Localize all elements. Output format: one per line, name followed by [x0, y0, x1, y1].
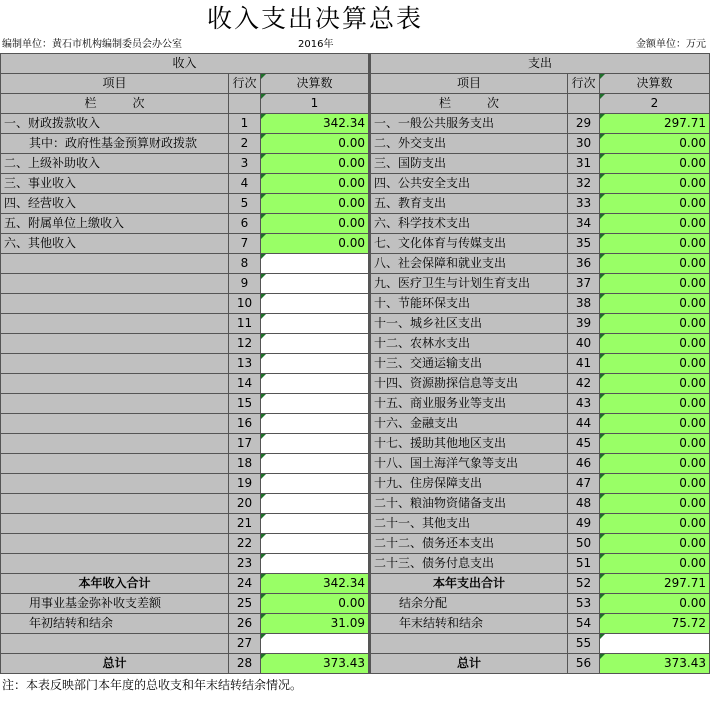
income-item	[1, 494, 229, 514]
expense-item: 七、文化体育与传媒支出	[370, 234, 568, 254]
income-amount	[261, 414, 370, 434]
expense-total-amount: 373.43	[600, 654, 710, 674]
expense-row-no: 53	[568, 594, 600, 614]
income-amount	[261, 374, 370, 394]
income-amount: 0.00	[261, 194, 370, 214]
table-row	[1, 274, 710, 294]
total-row	[1, 574, 710, 594]
income-item: 四、经营收入	[1, 194, 229, 214]
table-row	[1, 254, 710, 274]
income-row-no: 19	[229, 474, 261, 494]
income-row-no: 4	[229, 174, 261, 194]
income-item: 二、上级补助收入	[1, 154, 229, 174]
income-amount	[261, 534, 370, 554]
expense-item: 五、教育支出	[370, 194, 568, 214]
expense-item: 六、科学技术支出	[370, 214, 568, 234]
table-row	[1, 294, 710, 314]
table-row	[1, 114, 710, 134]
income-row-no: 11	[229, 314, 261, 334]
income-row-no: 2	[229, 134, 261, 154]
income-section-header: 收入	[1, 54, 370, 74]
income-item	[1, 254, 229, 274]
income-item	[1, 554, 229, 574]
income-row-no: 14	[229, 374, 261, 394]
income-row-no: 22	[229, 534, 261, 554]
income-row-no: 13	[229, 354, 261, 374]
expense-amount: 0.00	[600, 294, 710, 314]
table-row	[1, 354, 710, 374]
expense-col-index: 2	[600, 94, 710, 114]
expense-total-label: 年末结转和结余	[370, 614, 568, 634]
income-row-no: 7	[229, 234, 261, 254]
expense-row-no: 29	[568, 114, 600, 134]
expense-total-amount: 297.71	[600, 574, 710, 594]
expense-amount: 0.00	[600, 254, 710, 274]
income-total-amount: 373.43	[261, 654, 370, 674]
income-row-no: 6	[229, 214, 261, 234]
expense-row-no: 41	[568, 354, 600, 374]
income-row-no: 23	[229, 554, 261, 574]
income-item: 五、附属单位上缴收入	[1, 214, 229, 234]
expense-item: 二、外交支出	[370, 134, 568, 154]
expense-row-no: 34	[568, 214, 600, 234]
income-item	[1, 434, 229, 454]
income-amount	[261, 294, 370, 314]
income-item	[1, 414, 229, 434]
expense-row-no: 51	[568, 554, 600, 574]
income-total-label: 本年收入合计	[1, 574, 229, 594]
income-amount	[261, 474, 370, 494]
expense-item: 十一、城乡社区支出	[370, 314, 568, 334]
table-row	[1, 494, 710, 514]
expense-item: 二十三、债务付息支出	[370, 554, 568, 574]
expense-item: 十三、交通运输支出	[370, 354, 568, 374]
expense-amount: 0.00	[600, 194, 710, 214]
income-item-header: 项目	[1, 74, 229, 94]
income-row-no: 1	[229, 114, 261, 134]
income-amount: 0.00	[261, 174, 370, 194]
income-amount: 0.00	[261, 134, 370, 154]
expense-amount: 0.00	[600, 314, 710, 334]
expense-lanci-label: 栏 次	[370, 94, 568, 114]
income-row-no: 17	[229, 434, 261, 454]
expense-amount-header: 决算数	[600, 74, 710, 94]
income-amount	[261, 514, 370, 534]
expense-item: 二十二、债务还本支出	[370, 534, 568, 554]
expense-total-label: 总计	[370, 654, 568, 674]
total-row	[1, 594, 710, 614]
page-title: 收入支出决算总表	[206, 4, 423, 33]
expense-row-no: 47	[568, 474, 600, 494]
expense-amount: 0.00	[600, 514, 710, 534]
expense-item: 十七、援助其他地区支出	[370, 434, 568, 454]
income-row-no: 21	[229, 514, 261, 534]
unit-label: 金额单位：万元	[636, 39, 706, 50]
income-item: 三、事业收入	[1, 174, 229, 194]
income-row-no: 28	[229, 654, 261, 674]
income-amount: 342.34	[261, 114, 370, 134]
expense-item: 八、社会保障和就业支出	[370, 254, 568, 274]
expense-total-amount: 75.72	[600, 614, 710, 634]
expense-item: 二十、粮油物资储备支出	[370, 494, 568, 514]
expense-amount: 0.00	[600, 274, 710, 294]
income-amount-header: 决算数	[261, 74, 370, 94]
table-row	[1, 514, 710, 534]
year-label: 2016年	[298, 39, 334, 50]
expense-total-amount: 0.00	[600, 594, 710, 614]
income-item	[1, 454, 229, 474]
expense-item-header: 项目	[370, 74, 568, 94]
expense-row-no: 55	[568, 634, 600, 654]
total-row	[1, 654, 710, 674]
expense-total-label	[370, 634, 568, 654]
budget-table	[0, 53, 710, 674]
income-total-label: 用事业基金弥补收支差额	[1, 594, 229, 614]
table-row	[1, 374, 710, 394]
table-row	[1, 174, 710, 194]
income-item: 六、其他收入	[1, 234, 229, 254]
total-row	[1, 614, 710, 634]
expense-row-no: 49	[568, 514, 600, 534]
table-row	[1, 334, 710, 354]
expense-row-no: 35	[568, 234, 600, 254]
expense-row-no: 43	[568, 394, 600, 414]
income-row-no: 18	[229, 454, 261, 474]
income-total-amount	[261, 634, 370, 654]
income-amount	[261, 454, 370, 474]
expense-row-no: 48	[568, 494, 600, 514]
expense-row-no: 39	[568, 314, 600, 334]
expense-item: 一、一般公共服务支出	[370, 114, 568, 134]
table-row	[1, 134, 710, 154]
income-amount	[261, 274, 370, 294]
expense-row-no: 36	[568, 254, 600, 274]
column-index-row	[1, 94, 710, 114]
table-row	[1, 434, 710, 454]
expense-item: 十二、农林水支出	[370, 334, 568, 354]
expense-row-no: 45	[568, 434, 600, 454]
expense-amount: 0.00	[600, 454, 710, 474]
total-row	[1, 634, 710, 654]
expense-row-no: 52	[568, 574, 600, 594]
income-rowno-header: 行次	[229, 74, 261, 94]
table-row	[1, 194, 710, 214]
expense-row-no: 50	[568, 534, 600, 554]
income-row-no: 8	[229, 254, 261, 274]
table-row	[1, 154, 710, 174]
expense-item: 九、医疗卫生与计划生育支出	[370, 274, 568, 294]
expense-row-no: 46	[568, 454, 600, 474]
table-row	[1, 314, 710, 334]
income-item	[1, 294, 229, 314]
income-row-no: 15	[229, 394, 261, 414]
expense-amount: 0.00	[600, 534, 710, 554]
income-item	[1, 534, 229, 554]
income-item	[1, 474, 229, 494]
column-header-row	[1, 74, 710, 94]
income-amount	[261, 334, 370, 354]
expense-amount: 0.00	[600, 434, 710, 454]
org-label: 编制单位：黄石市机构编制委员会办公室	[2, 39, 182, 50]
expense-row-no: 44	[568, 414, 600, 434]
income-amount	[261, 394, 370, 414]
expense-lanci-blank	[568, 94, 600, 114]
expense-amount: 0.00	[600, 354, 710, 374]
expense-total-label: 本年支出合计	[370, 574, 568, 594]
expense-item: 十五、商业服务业等支出	[370, 394, 568, 414]
income-row-no: 25	[229, 594, 261, 614]
section-header-row	[1, 54, 710, 74]
income-row-no: 10	[229, 294, 261, 314]
income-item	[1, 314, 229, 334]
income-row-no: 9	[229, 274, 261, 294]
income-total-amount: 0.00	[261, 594, 370, 614]
expense-amount: 0.00	[600, 374, 710, 394]
expense-amount: 0.00	[600, 394, 710, 414]
footnote: 注：本表反映部门本年度的总收支和年末结转结余情况。	[2, 678, 303, 692]
income-item	[1, 374, 229, 394]
income-item	[1, 334, 229, 354]
expense-row-no: 56	[568, 654, 600, 674]
expense-amount: 0.00	[600, 414, 710, 434]
expense-rowno-header: 行次	[568, 74, 600, 94]
income-lanci-blank	[229, 94, 261, 114]
expense-total-label: 结余分配	[370, 594, 568, 614]
income-amount	[261, 314, 370, 334]
table-row	[1, 534, 710, 554]
income-row-no: 16	[229, 414, 261, 434]
expense-amount: 0.00	[600, 134, 710, 154]
income-item	[1, 354, 229, 374]
income-col-index: 1	[261, 94, 370, 114]
expense-row-no: 37	[568, 274, 600, 294]
income-amount: 0.00	[261, 154, 370, 174]
income-total-amount: 31.09	[261, 614, 370, 634]
income-row-no: 24	[229, 574, 261, 594]
income-amount	[261, 354, 370, 374]
expense-row-no: 40	[568, 334, 600, 354]
expense-total-amount	[600, 634, 710, 654]
expense-row-no: 54	[568, 614, 600, 634]
income-item	[1, 274, 229, 294]
expense-amount: 0.00	[600, 334, 710, 354]
table-row	[1, 394, 710, 414]
table-row	[1, 214, 710, 234]
expense-item: 十四、资源勘探信息等支出	[370, 374, 568, 394]
income-amount	[261, 554, 370, 574]
table-row	[1, 454, 710, 474]
expense-amount: 0.00	[600, 554, 710, 574]
expense-row-no: 38	[568, 294, 600, 314]
table-row	[1, 554, 710, 574]
table-row	[1, 474, 710, 494]
income-lanci-label: 栏 次	[1, 94, 229, 114]
expense-amount: 0.00	[600, 234, 710, 254]
income-item	[1, 394, 229, 414]
expense-row-no: 31	[568, 154, 600, 174]
expense-item: 十九、住房保障支出	[370, 474, 568, 494]
expense-item: 四、公共安全支出	[370, 174, 568, 194]
expense-row-no: 33	[568, 194, 600, 214]
income-total-label: 总计	[1, 654, 229, 674]
income-amount: 0.00	[261, 234, 370, 254]
income-row-no: 5	[229, 194, 261, 214]
expense-amount: 0.00	[600, 494, 710, 514]
income-item	[1, 514, 229, 534]
table-row	[1, 414, 710, 434]
expense-amount: 297.71	[600, 114, 710, 134]
expense-item: 三、国防支出	[370, 154, 568, 174]
expense-amount: 0.00	[600, 214, 710, 234]
expense-row-no: 30	[568, 134, 600, 154]
expense-row-no: 42	[568, 374, 600, 394]
expense-item: 十八、国土海洋气象等支出	[370, 454, 568, 474]
expense-row-no: 32	[568, 174, 600, 194]
expense-amount: 0.00	[600, 154, 710, 174]
income-total-label: 年初结转和结余	[1, 614, 229, 634]
income-row-no: 20	[229, 494, 261, 514]
income-row-no: 12	[229, 334, 261, 354]
income-amount	[261, 434, 370, 454]
expense-item: 二十一、其他支出	[370, 514, 568, 534]
income-amount: 0.00	[261, 214, 370, 234]
income-total-label	[1, 634, 229, 654]
income-row-no: 3	[229, 154, 261, 174]
income-row-no: 26	[229, 614, 261, 634]
expense-item: 十、节能环保支出	[370, 294, 568, 314]
table-row	[1, 234, 710, 254]
income-row-no: 27	[229, 634, 261, 654]
income-item: 一、财政拨款收入	[1, 114, 229, 134]
income-item: 其中：政府性基金预算财政拨款	[1, 134, 229, 154]
expense-amount: 0.00	[600, 174, 710, 194]
expense-amount: 0.00	[600, 474, 710, 494]
expense-item: 十六、金融支出	[370, 414, 568, 434]
income-amount	[261, 254, 370, 274]
expense-section-header: 支出	[370, 54, 710, 74]
income-amount	[261, 494, 370, 514]
income-total-amount: 342.34	[261, 574, 370, 594]
